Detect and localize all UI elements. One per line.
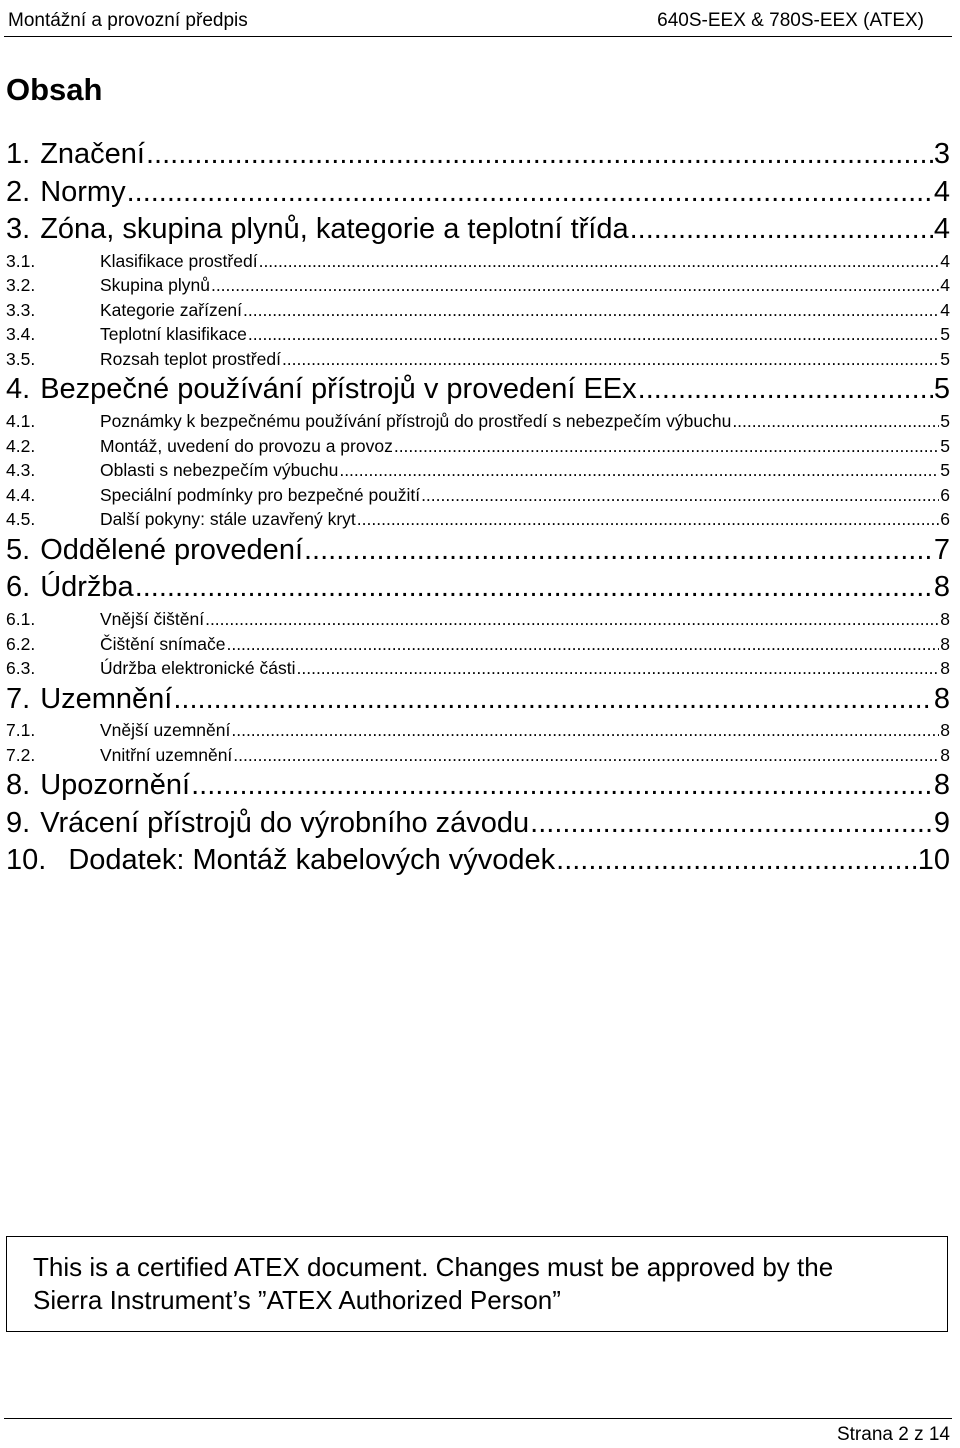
toc-page-number: 8 (933, 769, 950, 802)
toc-label: Bezpečné používání přístrojů v provedení EEx (40, 373, 637, 406)
toc-leader-dots (421, 483, 939, 508)
toc-label: Vnější uzemnění (100, 720, 231, 741)
toc-leader-dots (732, 409, 939, 434)
toc-label: Vnitřní uzemnění (100, 744, 233, 765)
toc-page-number: 6 (940, 509, 950, 530)
page-title: Obsah (6, 72, 103, 107)
toc-leader-dots (226, 632, 939, 657)
toc-page-number: 4 (940, 299, 950, 320)
toc-number: 7.1. (6, 720, 36, 741)
toc-subentry[interactable] (6, 483, 950, 508)
toc-label: Kategorie zařízení (100, 299, 243, 320)
toc-number: 1. (6, 138, 31, 170)
toc-label: Čištění snímače (100, 633, 226, 654)
toc-entry[interactable] (6, 767, 950, 805)
toc-leader-dots (248, 322, 939, 347)
toc-subentry[interactable] (6, 434, 950, 459)
toc-page-number: 8 (940, 744, 950, 765)
toc-number: 4.2. (6, 435, 36, 456)
toc-leader-dots (146, 136, 933, 174)
notice-line-1: This is a certified ATEX document. Changes must be approved by the (33, 1252, 834, 1282)
toc-subentry[interactable] (6, 718, 950, 743)
header-model-number: 640S-EEX & 780S-EEX (ATEX) (657, 10, 924, 31)
toc-label: Značení (40, 138, 145, 170)
toc-number: 2. (6, 175, 31, 208)
toc-label: Montáž, uvedení do provozu a provoz (100, 435, 393, 456)
toc-leader-dots (173, 681, 933, 719)
toc-page-number: 4 (940, 250, 950, 271)
toc-leader-dots (135, 569, 933, 607)
toc-leader-dots (205, 607, 939, 632)
toc-entry[interactable] (6, 136, 950, 174)
toc-entry[interactable] (6, 569, 950, 607)
toc-label: Klasifikace prostředí (100, 250, 258, 271)
toc-label: Skupina plynů (100, 275, 210, 296)
toc-page-number: 9 (933, 806, 950, 839)
toc-subentry[interactable] (6, 743, 950, 768)
toc-leader-dots (339, 458, 939, 483)
toc-subentry[interactable] (6, 347, 950, 372)
toc-number: 6. (6, 571, 31, 604)
toc-leader-dots (231, 718, 939, 743)
toc-label: Normy (40, 175, 126, 208)
toc-page-number: 5 (940, 324, 950, 345)
toc-page-number: 4 (940, 275, 950, 296)
toc-number: 7. (6, 682, 31, 715)
toc-number: 7.2. (6, 744, 36, 765)
notice-line-2: Sierra Instrument’s ”ATEX Authorized Person” (33, 1285, 561, 1315)
toc-label: Další pokyny: stále uzavřený kryt (100, 509, 356, 530)
toc-page-number: 8 (940, 633, 950, 654)
toc-page-number: 8 (933, 571, 950, 604)
toc-page-number: 5 (933, 373, 950, 406)
toc-label: Údržba (40, 571, 134, 604)
toc-number: 3.3. (6, 299, 36, 320)
toc-subentry[interactable] (6, 322, 950, 347)
toc-page-number: 5 (940, 348, 950, 369)
toc-page-number: 4 (933, 175, 950, 208)
toc-label: Speciální podmínky pro bezpečné použití (100, 484, 421, 505)
toc-number: 3.5. (6, 348, 36, 369)
toc-number: 4.4. (6, 484, 36, 505)
toc-page-number: 8 (940, 720, 950, 741)
toc-number: 6.3. (6, 658, 36, 679)
toc-subentry[interactable] (6, 249, 950, 274)
toc-label: Uzemnění (40, 682, 173, 715)
toc-leader-dots (556, 842, 917, 880)
page-header (4, 2, 952, 37)
toc-subentry[interactable] (6, 298, 950, 323)
toc-subentry[interactable] (6, 273, 950, 298)
toc-page-number: 4 (933, 213, 950, 245)
toc-entry[interactable] (6, 174, 950, 212)
toc-subentry[interactable] (6, 632, 950, 657)
toc-label: Oddělené provedení (40, 533, 303, 566)
toc-leader-dots (282, 347, 939, 372)
toc-subentry[interactable] (6, 507, 950, 532)
toc-subentry[interactable] (6, 409, 950, 434)
toc-entry[interactable] (6, 371, 950, 409)
toc-label: Poznámky k bezpečnému používání přístrojů do prostředí s nebezpečím výbuchu (100, 410, 732, 431)
toc-number: 3.1. (6, 250, 36, 271)
toc-page-number: 7 (933, 533, 950, 566)
toc-leader-dots (259, 249, 940, 274)
page-number: Strana 2 z 14 (836, 1424, 950, 1445)
toc-page-number: 8 (933, 682, 950, 715)
toc-number: 6.2. (6, 633, 36, 654)
toc-number: 10. (6, 844, 47, 877)
toc-label: Údržba elektronické části (100, 658, 296, 679)
toc-label: Teplotní klasifikace (100, 324, 247, 345)
toc-leader-dots (638, 371, 933, 409)
toc-leader-dots (630, 211, 933, 249)
toc-label: Rozsah teplot prostředí (100, 348, 281, 369)
toc-label: Dodatek: Montáž kabelových vývodek (68, 844, 556, 877)
toc-leader-dots (304, 532, 933, 570)
toc-page-number: 10 (917, 844, 950, 877)
toc-label: Oblasti s nebezpečím výbuchu (100, 460, 339, 481)
toc-label: Zóna, skupina plynů, kategorie a teplotní třída (40, 213, 629, 245)
toc-entry[interactable] (6, 842, 950, 880)
toc-number: 8. (6, 769, 31, 802)
toc-leader-dots (191, 767, 933, 805)
toc-entry[interactable] (6, 681, 950, 719)
toc-leader-dots (243, 298, 939, 323)
toc-number: 9. (6, 806, 31, 839)
toc-leader-dots (233, 743, 939, 768)
toc-entry[interactable] (6, 211, 950, 249)
toc-leader-dots (530, 805, 933, 843)
toc-leader-dots (297, 656, 940, 681)
toc-leader-dots (357, 507, 939, 532)
toc-page-number: 3 (933, 138, 950, 170)
toc-subentry[interactable] (6, 607, 950, 632)
toc-entry[interactable] (6, 805, 950, 843)
toc-number: 6.1. (6, 608, 36, 629)
toc-number: 4. (6, 373, 31, 406)
toc-leader-dots (394, 434, 939, 459)
toc-label: Vrácení přístrojů do výrobního závodu (40, 806, 530, 839)
toc-page-number: 6 (940, 484, 950, 505)
footer-divider (4, 1418, 952, 1419)
toc-label: Vnější čištění (100, 608, 205, 629)
toc-number: 4.1. (6, 410, 36, 431)
toc-number: 4.3. (6, 460, 36, 481)
toc-label: Upozornění (40, 769, 191, 802)
toc-number: 4.5. (6, 509, 36, 530)
toc-leader-dots (211, 273, 939, 298)
header-document-title: Montážní a provozní předpis (8, 10, 248, 31)
toc-number: 3.4. (6, 324, 36, 345)
toc-page-number: 5 (940, 435, 950, 456)
toc-page-number: 8 (940, 658, 950, 679)
toc-subentry[interactable] (6, 656, 950, 681)
certification-notice (6, 1236, 948, 1332)
toc-entry[interactable] (6, 532, 950, 570)
toc-subentry[interactable] (6, 458, 950, 483)
toc-number: 3.2. (6, 275, 36, 296)
toc-page-number: 5 (940, 410, 950, 431)
toc-page-number: 8 (940, 608, 950, 629)
toc-number: 5. (6, 533, 31, 566)
toc-page-number: 5 (940, 460, 950, 481)
toc-leader-dots (127, 174, 933, 212)
table-of-contents (6, 136, 950, 880)
toc-number: 3. (6, 213, 31, 245)
